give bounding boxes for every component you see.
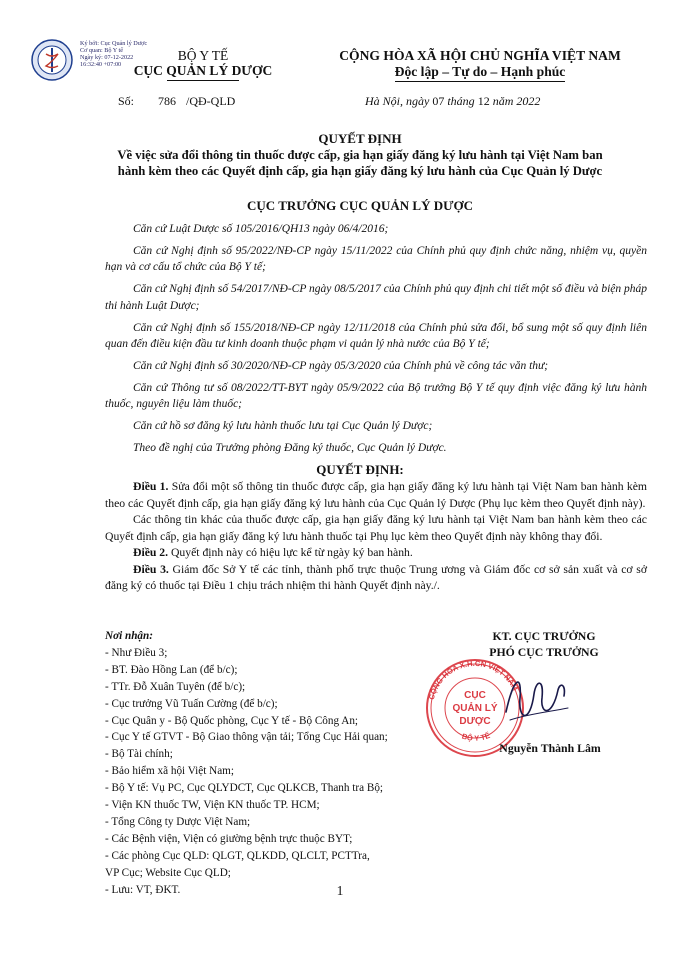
recipient-item: - Tổng Công ty Dược Việt Nam; (105, 815, 251, 828)
ministry-name: BỘ Y TẾ (177, 48, 229, 63)
issuing-agency (118, 48, 288, 81)
number-prefix: Số: (118, 94, 135, 108)
recipient-item: - Bộ Tài chính; (105, 748, 173, 761)
recipient-item: - Như Điều 3; (105, 646, 168, 659)
recipient-item: - Các phòng Cục QLD: QLGT, QLKDD, QLCLT, PCTTra, (105, 849, 370, 862)
document-date (365, 94, 540, 109)
legal-basis: Căn cứ Nghị định số 54/2017/NĐ-CP ngày 08/5/2017 của Chính phủ quy định chi tiết một số điều và biện pháp thi hành Luật Dược; (105, 283, 647, 312)
national-motto: Độc lập – Tự do – Hạnh phúc (395, 64, 566, 82)
article-3-text: Giám đốc Sở Y tế các tỉnh, thành phố trực thuộc Trung ương và Giám đốc cơ sở sản xuất và cơ sở đăng ký có thuốc tại Điều 1 chịu trách nhiệm thi hành Quyết định này./. (105, 562, 648, 592)
recipient-item: - BT. Đào Hồng Lan (để b/c); (105, 663, 238, 676)
signer-title-1: KT. CỤC TRƯỞNG (492, 629, 596, 643)
date-month-label: tháng (447, 94, 475, 108)
seal-center-2: QUẢN LÝ (452, 703, 498, 714)
article-2-text: Quyết định này có hiệu lực kể từ ngày ký ban hành. (170, 546, 413, 559)
signer-title-2: PHÓ CỤC TRƯỞNG (489, 645, 599, 659)
signer-name: Nguyễn Thành Lâm (499, 741, 601, 755)
page-number: 1 (336, 883, 344, 898)
article-1-label: Điều 1. (133, 480, 169, 493)
department-name: CỤC QUẢN LÝ DƯỢC (133, 63, 273, 78)
authority-title: CỤC TRƯỞNG CỤC QUẢN LÝ DƯỢC (247, 198, 473, 213)
legal-basis: Căn cứ Luật Dược số 105/2016/QH13 ngày 06/4/2016; (133, 223, 389, 235)
signature-meta-date: Ngày ký: 07-12-2022 16:32:40 +07:00 (80, 54, 134, 68)
decision-heading: QUYẾT ĐỊNH: (316, 462, 404, 477)
recipient-item: - Lưu: VT, ĐKT. (105, 883, 181, 896)
legal-basis: Căn cứ Nghị định số 95/2022/NĐ-CP ngày 15/11/2022 của Chính phủ quy định chức năng, nhiệm vụ, quyền hạn và cơ cấu tổ chức của Bộ Y tế; (105, 244, 647, 274)
agency-underline (167, 80, 239, 81)
seal-bottom-text: BỘ Y TẾ (460, 730, 492, 743)
legal-basis: Căn cứ hồ sơ đăng ký lưu hành thuốc lưu tại Cục Quản lý Dược; (133, 420, 433, 433)
article-2-label: Điều 2. (133, 546, 169, 559)
seal-center-3: DƯỢC (459, 716, 491, 727)
recipient-item: - TTr. Đỗ Xuân Tuyên (để b/c); (105, 680, 246, 693)
date-day: 07 (432, 94, 445, 108)
number-suffix: /QĐ-QLD (186, 94, 236, 108)
recipient-item: - Viện KN thuốc TW, Viện KN thuốc TP. HCM; (105, 799, 320, 812)
articles (105, 479, 647, 595)
recipient-item: - Cục Y tế GTVT - Bộ Giao thông vận tải; Tổng Cục Hải quan; (105, 731, 388, 744)
legal-basis: Căn cứ Nghị định số 155/2018/NĐ-CP ngày 12/11/2018 của Chính phủ sửa đổi, bổ sung một số quy định liên quan đến điều kiện đầu tư kinh doanh thuộc phạm vi quản lý nhà nước của Bộ Y tế; (105, 321, 647, 351)
article-3-label: Điều 3. (133, 562, 169, 576)
legal-basis: Căn cứ Thông tư số 08/2022/TT-BYT ngày 05/9/2022 của Bộ trưởng Bộ Y tế quy định việc đăng ký lưu hành thuốc, nguyên liệu làm thuốc; (105, 381, 647, 411)
recipients (105, 628, 445, 899)
title-line-1: Về việc sửa đổi thông tin thuốc được cấp, gia hạn giấy đăng ký lưu hành tại Việt Nam ban (117, 148, 603, 162)
national-header (300, 48, 660, 82)
legal-basis: Căn cứ Nghị định số 30/2020/NĐ-CP ngày 05/3/2020 của Chính phủ về công tác văn thư; (133, 359, 549, 372)
article-3 (105, 562, 647, 595)
seal-outer-text: CỘNG HÒA X.H.CN VIỆT NAM (426, 658, 520, 701)
article-1-extra: Các thông tin khác của thuốc được cấp, gia hạn giấy đăng ký lưu hành tại Việt Nam ban hành kèm theo các Quyết định cấp, gia hạn giấy đăng ký lưu hành thuốc tại Phụ lục kèm theo Quyết định này không thay đổi. (105, 513, 647, 543)
recipient-item: - Các Bệnh viện, Viện có giường bệnh trực thuộc BYT; (105, 832, 353, 845)
decision-title (74, 131, 646, 179)
date-year-label: năm (492, 94, 514, 108)
ministry-logo-icon (27, 38, 77, 82)
document-number (118, 94, 235, 109)
title-heading: QUYẾT ĐỊNH (318, 131, 402, 146)
handwritten-signature-icon (500, 668, 572, 730)
signature-meta-agency: Cơ quan: Bộ Y tế (80, 47, 124, 54)
recipient-item: - Bộ Y tế: Vụ PC, Cục QLYDCT, Cục QLKCB, Thanh tra Bộ; (105, 782, 384, 795)
recipient-item: - Cục trưởng Vũ Tuấn Cường (để b/c); (105, 697, 278, 710)
article-1 (105, 479, 647, 512)
legal-basis: Theo đề nghị của Trưởng phòng Đăng ký thuốc, Cục Quản lý Dược. (133, 441, 447, 454)
seal-center-1: CỤC (464, 690, 486, 701)
recipient-item: - Bảo hiểm xã hội Việt Nam; (105, 765, 234, 778)
date-month: 12 (477, 94, 490, 108)
signature-meta-signer: Ký bởi: Cục Quản lý Dược (80, 40, 148, 47)
date-year: 2022 (516, 94, 541, 108)
title-line-2: hành kèm theo các Quyết định cấp, gia hạn giấy đăng ký lưu hành của Cục Quản lý Dược (117, 164, 603, 178)
number-value: 786 (158, 94, 177, 108)
recipient-item: VP Cục; Website Cục QLD; (105, 866, 231, 879)
country-name: CỘNG HÒA XÃ HỘI CHỦ NGHĨA VIỆT NAM (339, 48, 621, 63)
recipient-item: - Cục Quân y - Bộ Quốc phòng, Cục Y tế - Bộ Công An; (105, 714, 359, 727)
legal-bases (105, 221, 647, 456)
article-1-text: Sửa đổi một số thông tin thuốc được cấp, gia hạn giấy đăng ký lưu hành tại Việt Nam ban hành kèm theo các Quyết định cấp, gia hạn giấy đăng ký lưu hành của Cục Quản lý Dược (Phụ lục kèm theo Quyết định này). (105, 480, 648, 510)
recipients-heading: Nơi nhận: (105, 630, 153, 642)
article-2 (105, 545, 647, 562)
date-prefix: Hà Nội, ngày (365, 94, 430, 108)
